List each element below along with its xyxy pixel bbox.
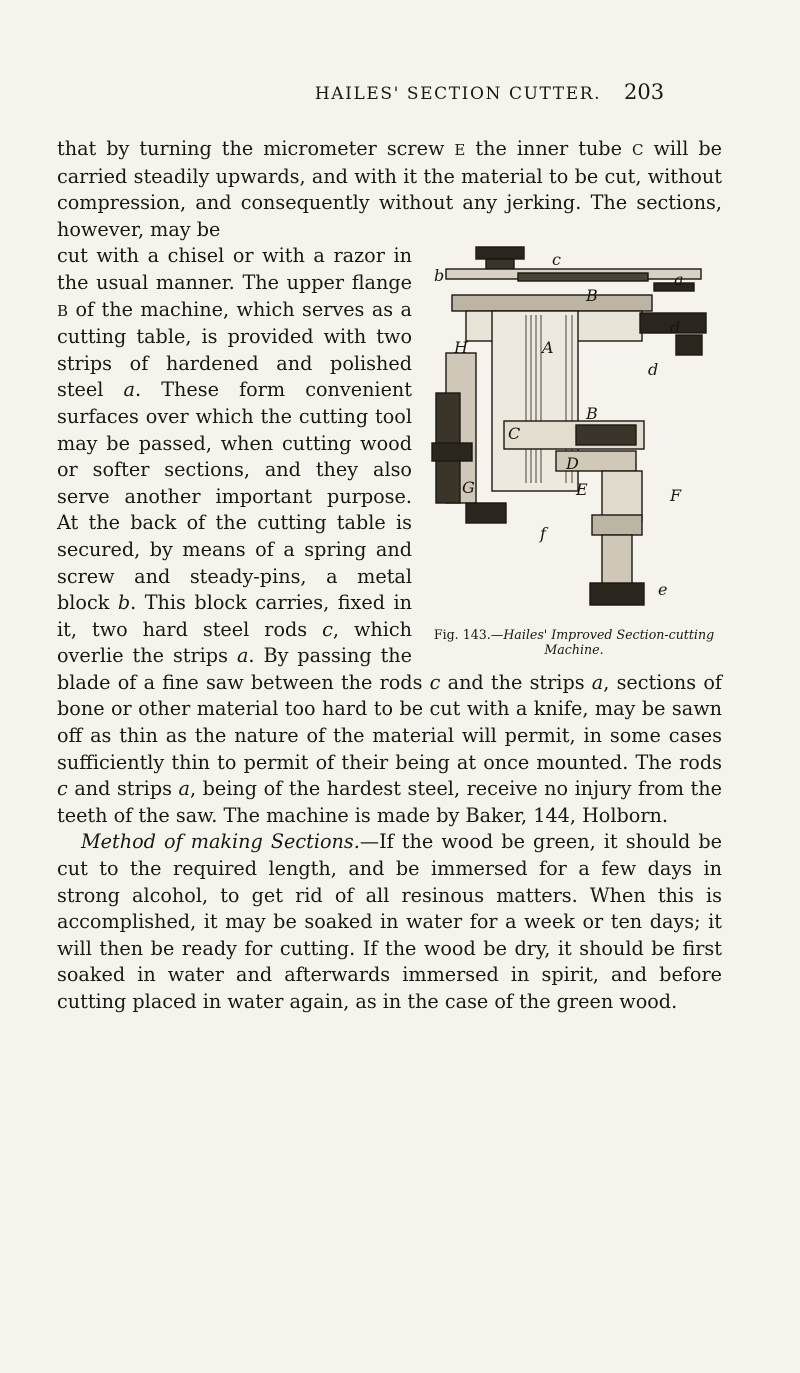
label-B-upper: B xyxy=(586,286,598,306)
paragraph-1 xyxy=(57,136,722,243)
paragraph-1-cont: cut with a chisel or with a razor in the usual manner. The upper flange B of the machine, which serves as a cutting table, is provided with two strips of hardened and polished steel a. These form convenient surfaces over which the cutting tool may be passed, when cutting wood or softer sections, and they also serve another important purpose. At the back of the cutting table is secured, by means of a spring and screw and steady-pins, a metal block b. This block carries, fixed in it, two hard steel rods c, which overlie the strips a. By passing the blade of a fine saw between the rods c and the strips a, sections of bone or other material too hard to be cut with a knife, may be sawn off as thin as the nature of the material will permit, in some cases sufficiently thin to permit of their being at once mounted. The rods c and strips a, being of the hardest steel, receive no injury from the teeth of the saw. The machine is made by Baker, 144, Holborn. xyxy=(57,244,722,827)
p1-start: that by turning the micrometer screw xyxy=(57,137,445,160)
caption-label: Fig. 143.— xyxy=(433,627,504,643)
label-C: C xyxy=(508,424,521,444)
p2-text: —If the wood be green, it should be cut to the required length, and be immersed for a few days in strong alcohol, to get rid of all resinous matters. When this is accomplished, it may be soaked in water for a week or ten days; it will then be ready for cutting. If the wood be dry, it should be first soaked in water and afterwards immersed in spirit, and before cutting placed in water again, as in the case of the green wood. xyxy=(57,830,723,1013)
label-H: H xyxy=(454,338,468,358)
paragraph-2 xyxy=(57,829,722,1015)
running-title: HAILES' SECTION CUTTER. xyxy=(314,84,602,104)
tube-letter: C xyxy=(631,141,644,159)
label-E: E xyxy=(576,480,588,500)
label-D: D xyxy=(566,454,579,474)
label-G: G xyxy=(462,478,475,498)
label-d2: d xyxy=(648,360,659,380)
flange-letter: B xyxy=(57,301,69,320)
page-number: 203 xyxy=(624,80,665,104)
top-screw-head xyxy=(476,247,524,259)
body-text xyxy=(57,136,722,1016)
figure-143 xyxy=(426,243,722,657)
label-a: a xyxy=(674,270,684,290)
figure-caption xyxy=(426,627,722,657)
screw-letter: E xyxy=(454,141,466,159)
label-F: F xyxy=(670,486,682,506)
label-b: b xyxy=(434,266,445,286)
label-d1: d xyxy=(670,318,681,338)
section-heading: Method of making Sections. xyxy=(81,830,360,854)
label-f: f xyxy=(540,524,546,544)
label-A: A xyxy=(542,338,554,358)
p1-mid: the inner tube xyxy=(475,137,622,160)
label-e: e xyxy=(658,580,668,600)
p1-end-a: will be carried steadily upwards, and with it the material to be cut, without compression, and consequently without any jerking. The sections, however, may be xyxy=(57,137,722,241)
section-cutter-illustration xyxy=(426,243,722,623)
label-c: c xyxy=(552,250,561,270)
caption-title: Hailes' Improved Section-cutting Machine. xyxy=(503,627,715,658)
label-B-lower: B xyxy=(586,404,598,424)
